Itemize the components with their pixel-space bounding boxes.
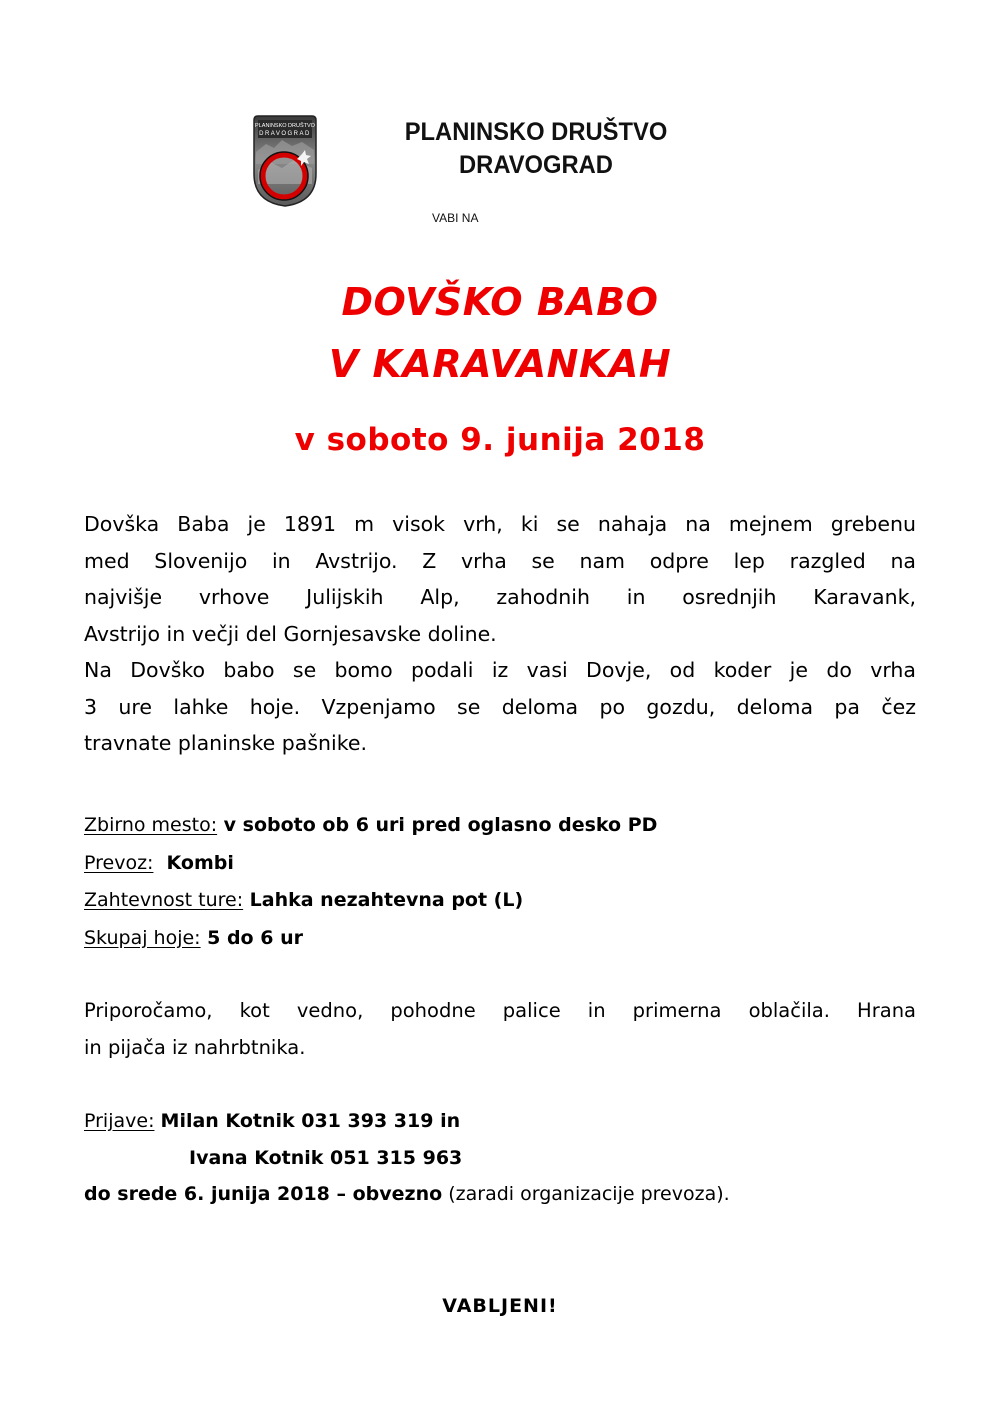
- signup: [84, 1103, 934, 1213]
- signup-label: Prijave:: [84, 1110, 155, 1132]
- detail-difficulty: [84, 881, 924, 919]
- logo-text-line1: PLANINSKO DRUŠTVO: [255, 123, 315, 129]
- deadline-bold: do srede 6. junija 2018 – obvezno: [84, 1183, 443, 1205]
- detail-value: Lahka nezahtevna pot (L): [249, 889, 524, 911]
- detail-walking-time: [84, 919, 924, 957]
- detail-value: v soboto ob 6 uri pred oglasno desko PD: [223, 814, 658, 836]
- event-details: [84, 806, 924, 956]
- organization-name: [384, 116, 688, 182]
- detail-value: 5 do 6 ur: [207, 926, 303, 949]
- detail-transport: [84, 844, 924, 882]
- detail-label: Prevoz:: [84, 851, 154, 874]
- description-line: travnate planinske pašnike.: [84, 731, 367, 755]
- club-emblem-icon: [252, 114, 318, 207]
- detail-value: Kombi: [166, 851, 234, 874]
- event-title-line2: V KARAVANKAH: [328, 342, 672, 386]
- deadline-note: (zaradi organizacije prevoza).: [442, 1183, 730, 1205]
- detail-label: Skupaj hoje:: [84, 926, 201, 949]
- event-date: v soboto 9. junija 2018: [294, 422, 706, 458]
- detail-label: Zbirno mesto:: [84, 814, 218, 836]
- advice-line: in pijača iz nahrbtnika.: [84, 1035, 306, 1059]
- advice: [84, 993, 916, 1066]
- signup-deadline: [84, 1176, 934, 1213]
- invites-label: VABI NA: [432, 211, 479, 225]
- advice-line: Priporočamo, kot vedno, pohodne palice in primerna oblačila. Hrana: [84, 999, 916, 1022]
- description-line: med Slovenijo in Avstrijo. Z vrha se nam odpre lep razgled na: [84, 548, 916, 573]
- description-line: 3 ure lahke hoje. Vzpenjamo se deloma po gozdu, deloma pa čez: [84, 694, 916, 719]
- description-line: Avstrijo in večji del Gornjesavske doline.: [84, 621, 497, 646]
- detail-label: Zahtevnost ture:: [84, 889, 244, 911]
- organization-line1: PLANINSKO DRUŠTVO: [404, 118, 668, 146]
- event-title-line1: DOVŠKO BABO: [341, 280, 659, 324]
- description-line: najvišje vrhove Julijskih Alp, zahodnih in osrednjih Karavank,: [84, 585, 916, 609]
- logo-text-line2: DRAVOGRAD: [259, 131, 311, 137]
- description-line: Dovška Baba je 1891 m visok vrh, ki se nahaja na mejnem grebenu: [84, 512, 916, 536]
- description-line: Na Dovško babo se bomo podali iz vasi Dovje, od koder je do vrha: [84, 658, 916, 682]
- closing-text: VABLJENI!: [442, 1295, 558, 1317]
- description: [84, 506, 916, 762]
- signup-contact-2: Ivana Kotnik 051 315 963: [189, 1146, 463, 1169]
- detail-meeting-point: [84, 806, 924, 844]
- signup-contact-1: Milan Kotnik 031 393 319 in: [160, 1110, 461, 1132]
- organization-line2: DRAVOGRAD: [459, 151, 613, 179]
- signup-row-1: [84, 1103, 934, 1140]
- signup-row-2: [84, 1140, 934, 1177]
